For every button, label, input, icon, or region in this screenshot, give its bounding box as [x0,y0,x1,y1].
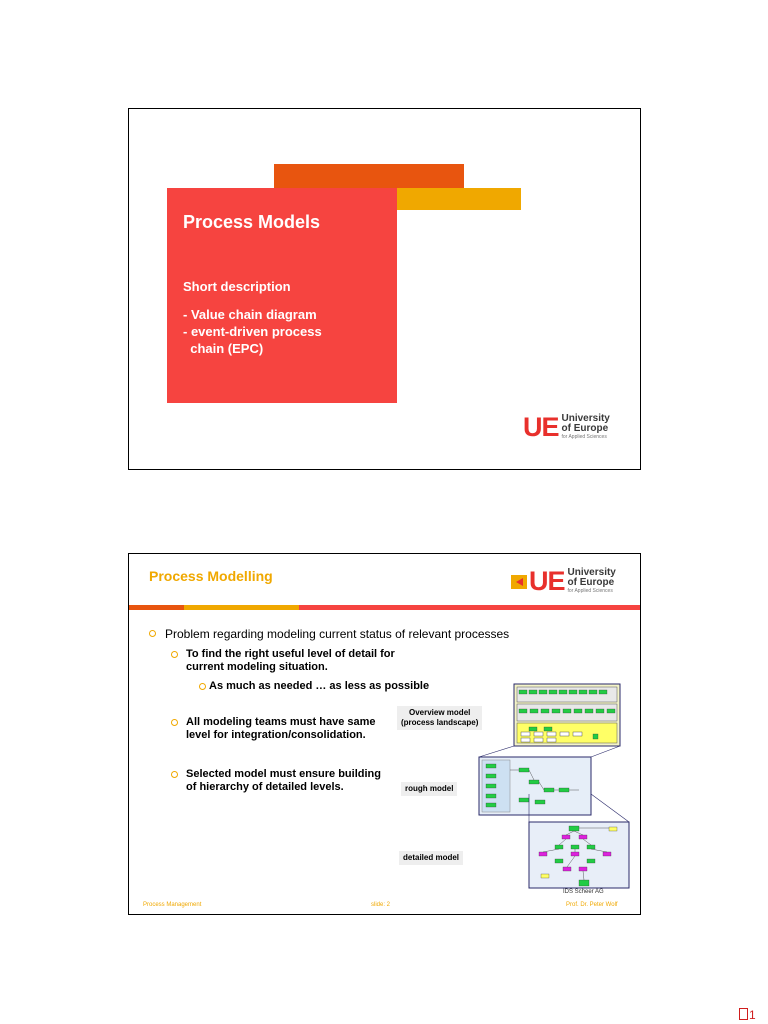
logo-line2: of Europe [561,423,609,434]
slide2-title: Process Modelling [149,568,273,584]
detailed-model-thumbnail [529,822,629,888]
bullet-text: Problem regarding modeling current status of relevant processes [165,627,510,641]
decor-bar-yellow [397,188,521,210]
logo-mark: UE [523,412,559,442]
stripe-red [299,605,640,610]
stripe-yellow [184,605,299,610]
page-number [739,1008,756,1022]
bullet-text: All modeling teams must have same [186,716,376,728]
sub-bullet [171,768,381,794]
bullet-icon [171,719,178,726]
logo-line3: for Applied Sciences [567,588,613,594]
decor-bar-orange [274,164,464,188]
university-logo [523,412,610,443]
rough-model-thumbnail [479,757,591,815]
logo-line2: of Europe [567,577,615,588]
logo-line1: University [561,413,610,424]
title-slide [128,108,641,470]
label-detailed-model: detailed model [399,851,463,865]
bullet-text: Selected model must ensure building [186,768,381,780]
bullet-icon [149,630,156,637]
sub-bullet [171,716,376,742]
slide1-bullet: - Value chain diagram [183,307,317,322]
page-number-text: 1 [749,1008,756,1022]
bullet-icon [171,651,178,658]
overview-model-thumbnail [514,684,620,746]
page-box-icon [739,1008,748,1020]
logo-line1: University [567,567,616,578]
logo-mark: UE [529,566,565,596]
back-arrow-icon [511,575,527,589]
slide1-bullet-list [183,306,322,357]
slide1-bullet: chain (EPC) [183,341,264,356]
model-hierarchy-illustration [469,682,637,890]
title-block [167,188,397,403]
stripe-orange [129,605,184,610]
bullet-icon [171,771,178,778]
logo-line3: for Applied Sciences [561,434,607,440]
bullet-main [149,627,509,641]
bullet-text: To find the right useful level of detail for [186,648,395,660]
slide1-title: Process Models [183,212,321,232]
footer-right: Prof. Dr. Peter Wolf [566,902,618,908]
content-slide [128,553,641,915]
bullet-text: current modeling situation. [186,661,328,673]
bullet-text: As much as needed … as less as possible [209,680,430,692]
footer-center: slide: 2 [371,902,391,908]
label-text: Overview model [409,708,471,717]
sub-bullet [171,648,395,674]
slide1-subtitle: Short description [183,279,291,294]
bullet-text: level for integration/consolidation. [186,729,366,741]
sub-sub-bullet [199,680,429,693]
bullet-text: of hierarchy of detailed levels. [186,781,344,793]
footer-left: Process Management [143,902,202,908]
slide1-bullet: - event-driven process [183,324,322,339]
label-text: (process landscape) [401,718,479,727]
image-credit: IDS Scheer AG [563,889,604,895]
bullet-icon [199,683,206,690]
label-rough-model: rough model [401,782,457,796]
university-logo [511,566,616,597]
